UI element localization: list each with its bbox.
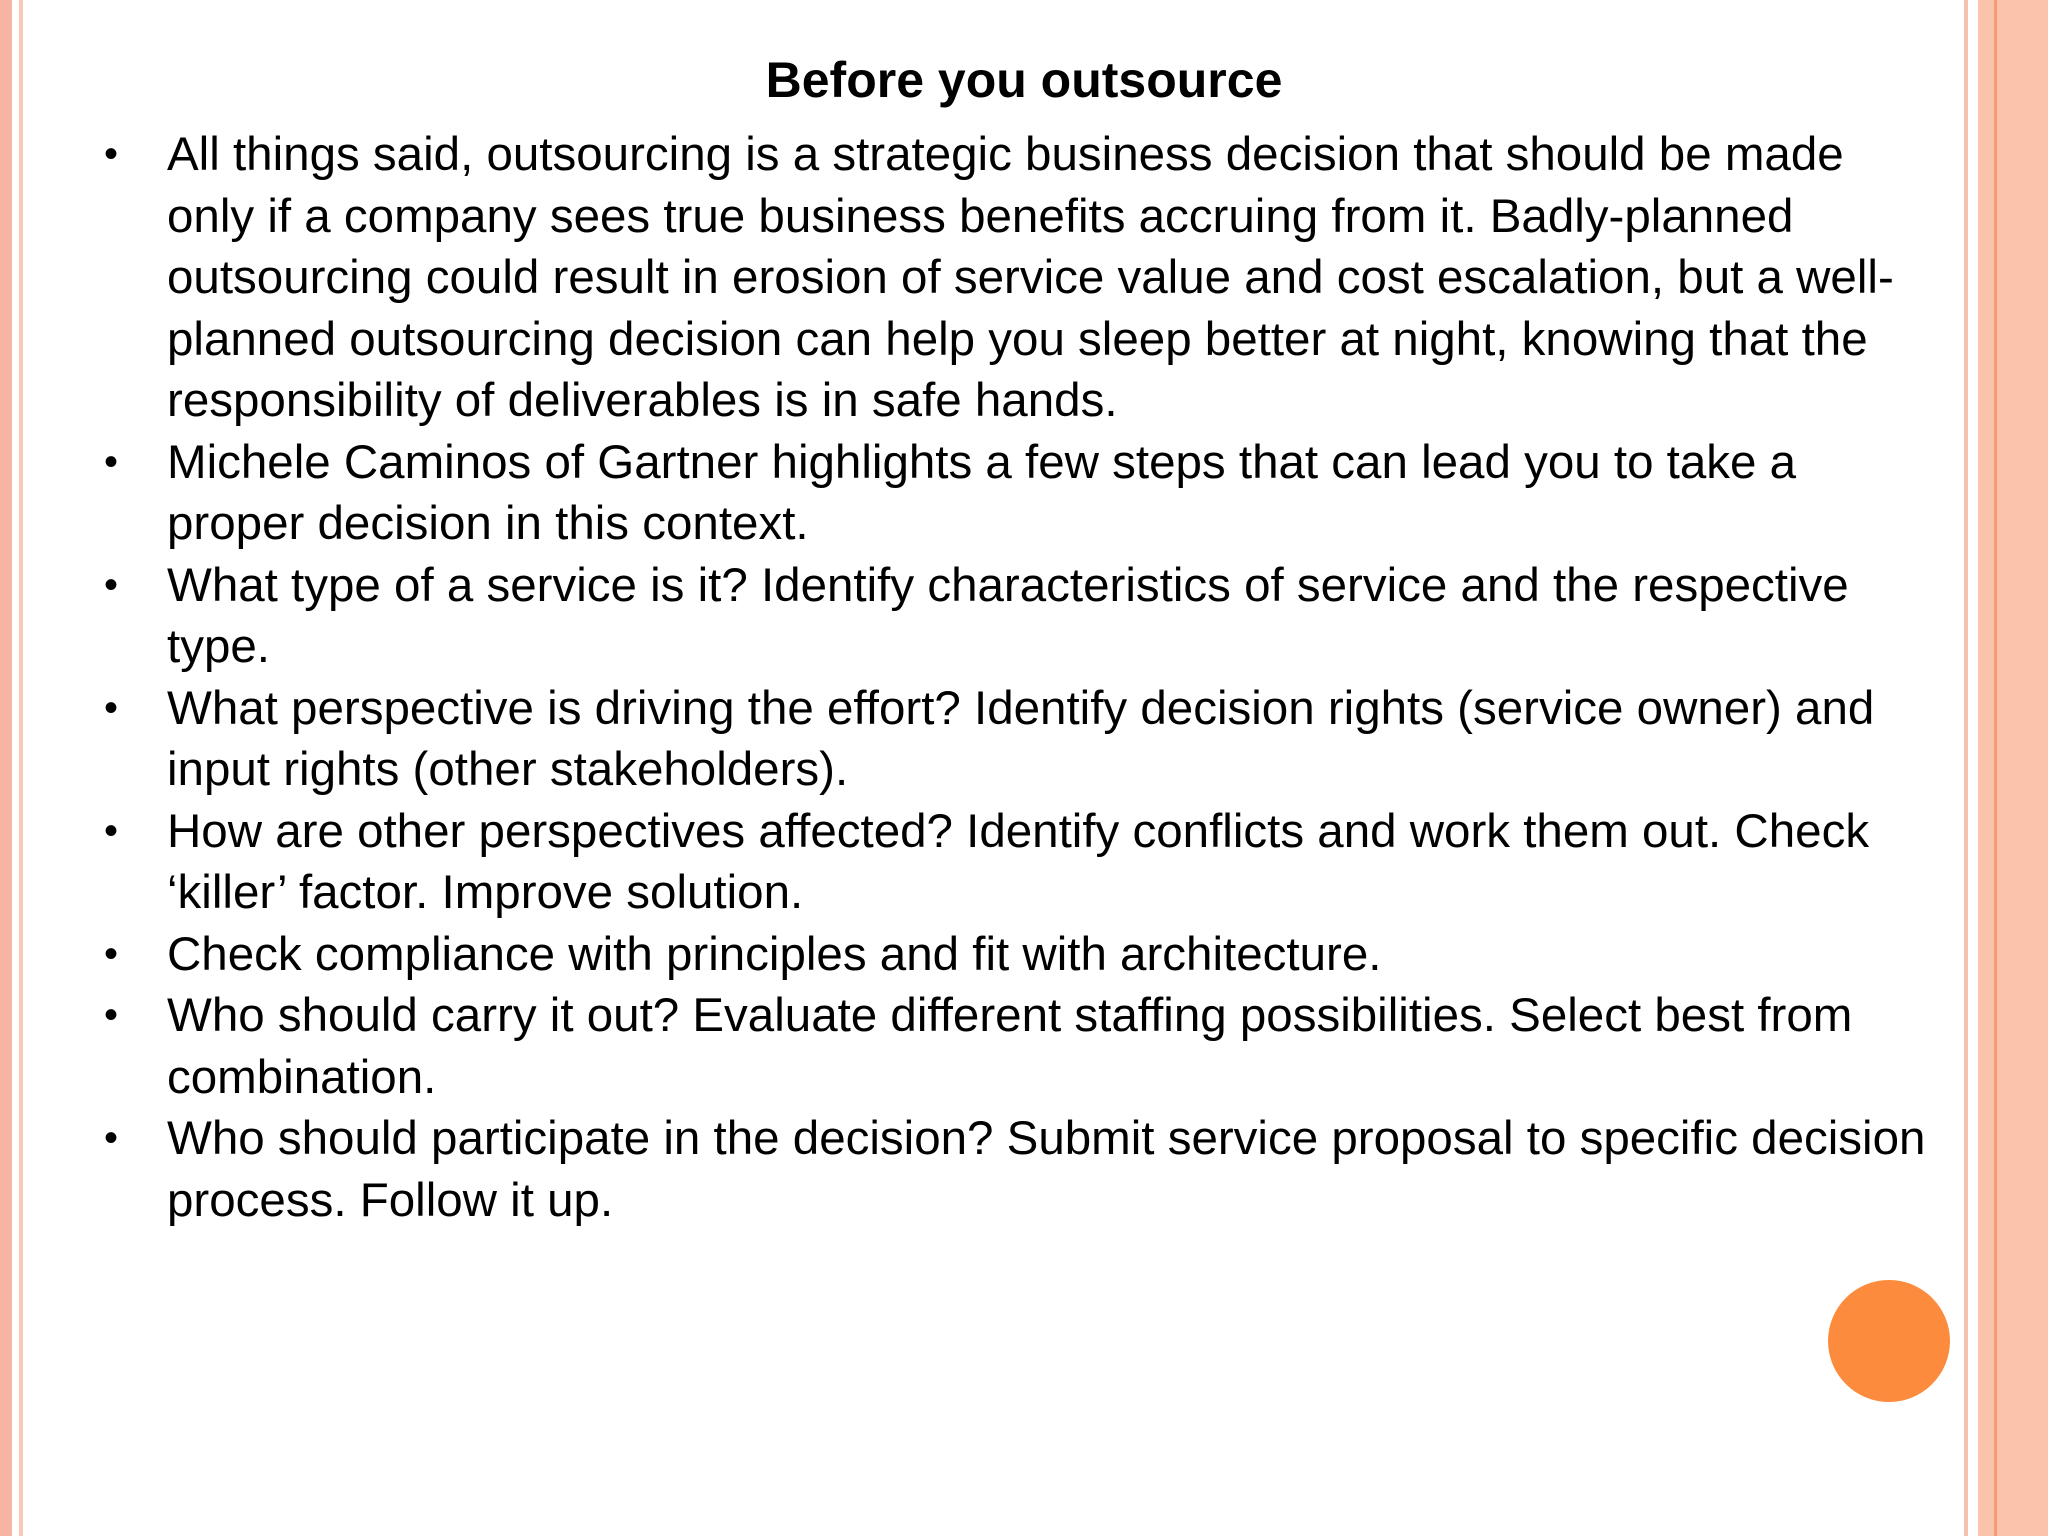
right-border-thin-line	[1964, 0, 1968, 1536]
bullet-text: Who should carry it out? Evaluate different staffing possibilities. Select best from combination.	[167, 989, 1853, 1104]
orange-circle-decoration	[1828, 1280, 1950, 1402]
slide-title: Before you outsource	[765, 52, 1283, 108]
bullet-text: Check compliance with principles and fit with architecture.	[167, 927, 1382, 981]
bullet-icon: •	[104, 1116, 119, 1160]
bullet-icon: •	[104, 993, 119, 1037]
bullet-item	[104, 678, 1934, 801]
bullet-icon: •	[104, 439, 119, 484]
bullet-text: What type of a service is it? Identify characteristics of service and the respective type.	[167, 558, 1849, 673]
bullet-icon: •	[104, 562, 119, 607]
right-border-band	[1978, 0, 2048, 1536]
bullet-item	[104, 985, 1934, 1108]
right-border-accent-line	[1994, 0, 1997, 1536]
bullet-icon: •	[104, 931, 119, 976]
bullet-text: How are other perspectives affected? Identify conflicts and work them out. Check ‘killer’ factor. Improve solution.	[167, 804, 1870, 919]
bullet-icon: •	[104, 685, 119, 730]
bullet-item	[104, 124, 1934, 432]
bullet-item	[104, 1108, 1934, 1231]
left-border-line	[19, 0, 23, 1536]
bullet-text: Michele Caminos of Gartner highlights a few steps that can lead you to take a proper decision in this context.	[167, 435, 1797, 550]
bullet-item	[104, 801, 1934, 924]
bullet-list	[104, 124, 1934, 1231]
bullet-icon: •	[104, 808, 119, 853]
bullet-item	[104, 432, 1934, 555]
bullet-icon: •	[104, 132, 119, 176]
bullet-item	[104, 555, 1934, 678]
bullet-text: All things said, outsourcing is a strategic business decision that should be made only if a company sees true business benefits accruing from it. Badly-planned outsourcing could result in erosion of service value and cost escalation, but a well-planned outsourcing decision can help you sleep better at night, knowing that the responsibility of deliverables is in safe hands.	[167, 128, 1894, 427]
bullet-text: What perspective is driving the effort? Identify decision rights (service owner) and input rights (other stakeholders).	[167, 681, 1875, 796]
bullet-item	[104, 924, 1934, 986]
bullet-text: Who should participate in the decision? Submit service proposal to specific decision process. Follow it up.	[167, 1112, 1926, 1227]
left-border-band	[0, 0, 12, 1536]
